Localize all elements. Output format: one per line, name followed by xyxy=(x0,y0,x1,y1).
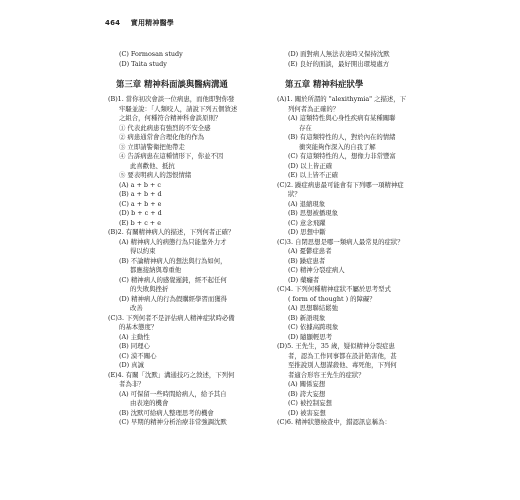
answer-line: 的失敗與挫折 xyxy=(130,285,169,293)
answer-line: (A) 主動性 xyxy=(119,332,150,341)
answer-line: (A) 關係妄想 xyxy=(288,380,326,388)
left-column xyxy=(108,50,273,428)
answer-line: (D) 被害妄想 xyxy=(288,408,326,417)
answer-line: ② 病患通常會合理化他的作為 xyxy=(119,133,205,141)
answer-line: (C) 有這類特性的人，想像力非常豐富 xyxy=(288,152,396,160)
answer-line: (E) 以上皆不正確 xyxy=(288,171,339,179)
answer-line: (C) a + b + e xyxy=(119,199,162,208)
answer-line: (C) 意念飛躍 xyxy=(288,218,326,227)
question-line: (C)3. 自閉思想是哪一類病人最常見的症狀？ xyxy=(277,237,404,246)
question-line: (A)1. 關於所謂的 "alexithymia" 之描述，下 xyxy=(277,95,407,103)
answer-line: (C) 被控制妄想 xyxy=(288,399,332,407)
answer-line: ③ 立即請警衛把他帶走 xyxy=(119,142,185,151)
answer-line: (A) 憂鬱症患者 xyxy=(288,247,332,255)
answer-line: 的基本態度？ xyxy=(119,323,158,331)
answer-line: ① 代表此病患有強烈的不安全感 xyxy=(119,123,211,132)
answer-line: (B) 不論精神病人的想法與行為如何， xyxy=(119,256,227,265)
question-line: (E)4. 有關「沈默」溝通技巧之敘述，下列何 xyxy=(108,370,235,379)
list-item: (D) Taita study xyxy=(119,59,167,68)
question-line: (B)2. 有關精神病人的描述，下列何者正確？ xyxy=(108,228,235,236)
answer-line: ( form of thought ) 的障礙？ xyxy=(288,294,376,303)
right-question-list xyxy=(277,95,442,428)
page-header xyxy=(105,18,174,28)
question-line: (C)6. 精神狀態檢查中，錯認訊息稱為： xyxy=(277,418,391,426)
answer-line: (A) a + b + c xyxy=(119,180,161,189)
answer-line: (B) 思想被播現象 xyxy=(288,209,339,217)
answer-line: (D) 真誠 xyxy=(119,361,144,369)
answer-line: (E) b + c + e xyxy=(119,218,161,227)
answer-line: (D) 精神病人的行為假購經學習而獲得 xyxy=(119,294,228,303)
answer-line: (B) 同理心 xyxy=(119,342,150,350)
question-line: (B)1. 當你初次會談一位病患，而他即對你發 xyxy=(108,95,235,103)
answer-line: (A) 思想聯結鬆弛 xyxy=(288,304,338,312)
answer-line: (B) 新語現象 xyxy=(288,313,326,322)
answer-line: (D) 隨顯輕思考 xyxy=(288,332,333,341)
answer-line: 者適合形容王先生的症狀？ xyxy=(288,370,365,379)
question-line: (C)4. 下列何種精神症狀不屬於思考型式 xyxy=(277,285,391,293)
answer-line: (A) 可保留一些時間給病人，給予其自 xyxy=(119,389,227,398)
answer-line: 牢騷並說：「人類咬人，請說下列五個敘述 xyxy=(119,104,238,113)
answer-line: (D) 思想中斷 xyxy=(288,228,326,236)
answer-line: ④ 告訴病患在這種情形下，你並不因 xyxy=(119,152,224,160)
answer-line: (D) b + c + d xyxy=(119,209,162,217)
answer-line: (A) 精神病人的病態行為只能靠外力才 xyxy=(119,237,227,246)
answer-line: 者，認為工作同事都在設計陷害他，甚 xyxy=(288,351,397,360)
list-item: (C) Formosan study xyxy=(119,50,183,58)
answer-line: (C) 精神病人的感覺遲鈍，經不起任何 xyxy=(119,275,227,284)
question-line: (D)5. 王先生，35 歲，疑似精神分裂症患 xyxy=(277,342,395,350)
answer-line: (C) 早期的精神分析治療非常強調沈默 xyxy=(119,418,227,426)
page-number: 464 xyxy=(105,19,121,27)
answer-line: (B) 誇大妄想 xyxy=(288,389,326,398)
answer-line: 衝突能夠作深入的自我了解 xyxy=(299,142,376,151)
left-question-list xyxy=(108,95,273,428)
answer-line: 此喜歡他、抵抗 xyxy=(130,161,175,170)
answer-line: (B) 躁症患者 xyxy=(288,256,326,265)
answer-line: 改善 xyxy=(130,304,143,312)
answer-line: 得以約束 xyxy=(130,247,156,255)
question-line: (C)3. 下列何者不是評估病人精神症狀時必備 xyxy=(108,313,235,322)
answer-line: 存在 xyxy=(299,123,312,132)
right-column xyxy=(277,50,442,428)
answer-line: (B) 沈默可給病人整理思考的機會 xyxy=(119,408,214,417)
answer-line: (C) 精神分裂症病人 xyxy=(288,266,345,274)
answer-line: 至推說別人想謀殺他、毒死他，下列何 xyxy=(288,361,397,369)
answer-line: (C) 依據高跨現象 xyxy=(288,323,339,331)
answer-line: 由表達的機會 xyxy=(130,399,169,407)
answer-line: (B) 有這類特性的人，對於內在的情緒 xyxy=(288,133,396,141)
answer-line: (A) 退縮現象 xyxy=(288,199,326,208)
chapter-heading-left: 第三章 精神科面談與醫病溝通 xyxy=(116,79,228,89)
answer-line: 之組合，何種符合精神科會談原則？ xyxy=(119,114,222,122)
list-item: (D) 面對病人無法表達時又保持沈默 xyxy=(288,50,390,58)
chapter-heading-right: 第五章 精神科症狀學 xyxy=(285,79,364,89)
answer-line: 都應接納與尊重他 xyxy=(130,266,182,274)
answer-line: (C) 漠不關心 xyxy=(119,351,157,360)
answer-line: 狀？ xyxy=(288,190,301,198)
answer-line: (B) a + b + d xyxy=(119,190,162,198)
answer-line: ⑤ 要表明病人的怨恨情緒 xyxy=(119,171,192,179)
answer-line: (D) 藥癮者 xyxy=(288,275,320,284)
answer-line: (D) 以上皆正確 xyxy=(288,161,333,170)
list-item: (E) 良好的面談，最好開出環境處方 xyxy=(288,59,390,68)
book-title: 實用精神醫學 xyxy=(130,19,174,27)
answer-line: 列何者為正確的？ xyxy=(288,104,340,113)
question-line: (C)2. 躁症病患最可能會有下列哪一項精神症 xyxy=(277,180,404,189)
answer-line: (A) 這類特性與心身性疾病有某種關聯 xyxy=(288,114,396,122)
answer-line: 者為非？ xyxy=(119,380,145,388)
